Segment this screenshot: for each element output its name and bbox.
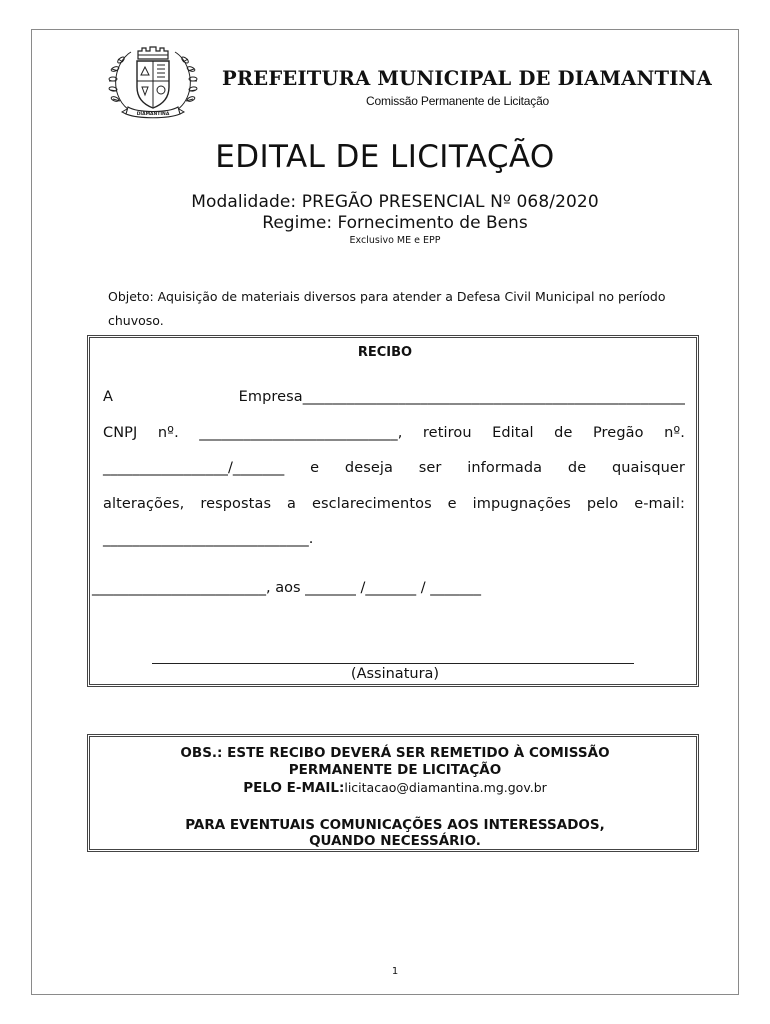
signature-line <box>152 663 634 664</box>
objeto-paragraph: Objeto: Aquisição de materiais diversos para atender a Defesa Civil Municipal no período chuvoso. <box>108 289 666 328</box>
obs-email-line <box>100 780 690 796</box>
recibo-company-line: A Empresa____________________________________________________ <box>103 389 685 405</box>
document-title: EDITAL DE LICITAÇÃO <box>215 139 555 175</box>
obs-line-5: QUANDO NECESSÁRIO. <box>309 833 481 849</box>
obs-email-label: PELO E-MAIL: <box>243 780 345 796</box>
recibo-email-line: ____________________________. <box>103 531 314 547</box>
obs-email-address: licitacao@diamantina.mg.gov.br <box>344 780 547 795</box>
modalidade-line: Modalidade: PREGÃO PRESENCIAL Nº 068/2020 <box>191 192 599 212</box>
obs-line-2: PERMANENTE DE LICITAÇÃO <box>288 762 502 778</box>
recibo-cnpj-line: CNPJ nº. ___________________________, retirou Edital de Pregão nº. <box>103 425 685 441</box>
obs-line-4: PARA EVENTUAIS COMUNICAÇÕES AOS INTERESSADOS, <box>185 817 605 833</box>
municipal-coat-of-arms-icon <box>104 43 202 119</box>
recibo-edital-number-line: _________________/_______ e deseja ser informada de quaisquer <box>103 460 685 476</box>
exclusivo-note: Exclusivo ME e EPP <box>349 235 441 246</box>
signature-label: (Assinatura) <box>350 666 440 682</box>
regime-line: Regime: Fornecimento de Bens <box>262 213 528 233</box>
organization-name: PREFEITURA MUNICIPAL DE DIAMANTINA <box>222 67 712 90</box>
recibo-notification-line: alterações, respostas a esclarecimentos e impugnações pelo e-mail: <box>103 496 685 512</box>
page-number: 1 <box>391 966 399 977</box>
recibo-title: RECIBO <box>357 345 413 360</box>
svg-text:DIAMANTINA: DIAMANTINA <box>136 112 170 117</box>
place-date-line: ________________________, aos _______ /_______ / _______ <box>92 580 481 596</box>
obs-line-1: OBS.: ESTE RECIBO DEVERÁ SER REMETIDO À COMISSÃO <box>180 745 610 761</box>
organization-subtitle: Comissão Permanente de Licitação <box>366 94 550 108</box>
